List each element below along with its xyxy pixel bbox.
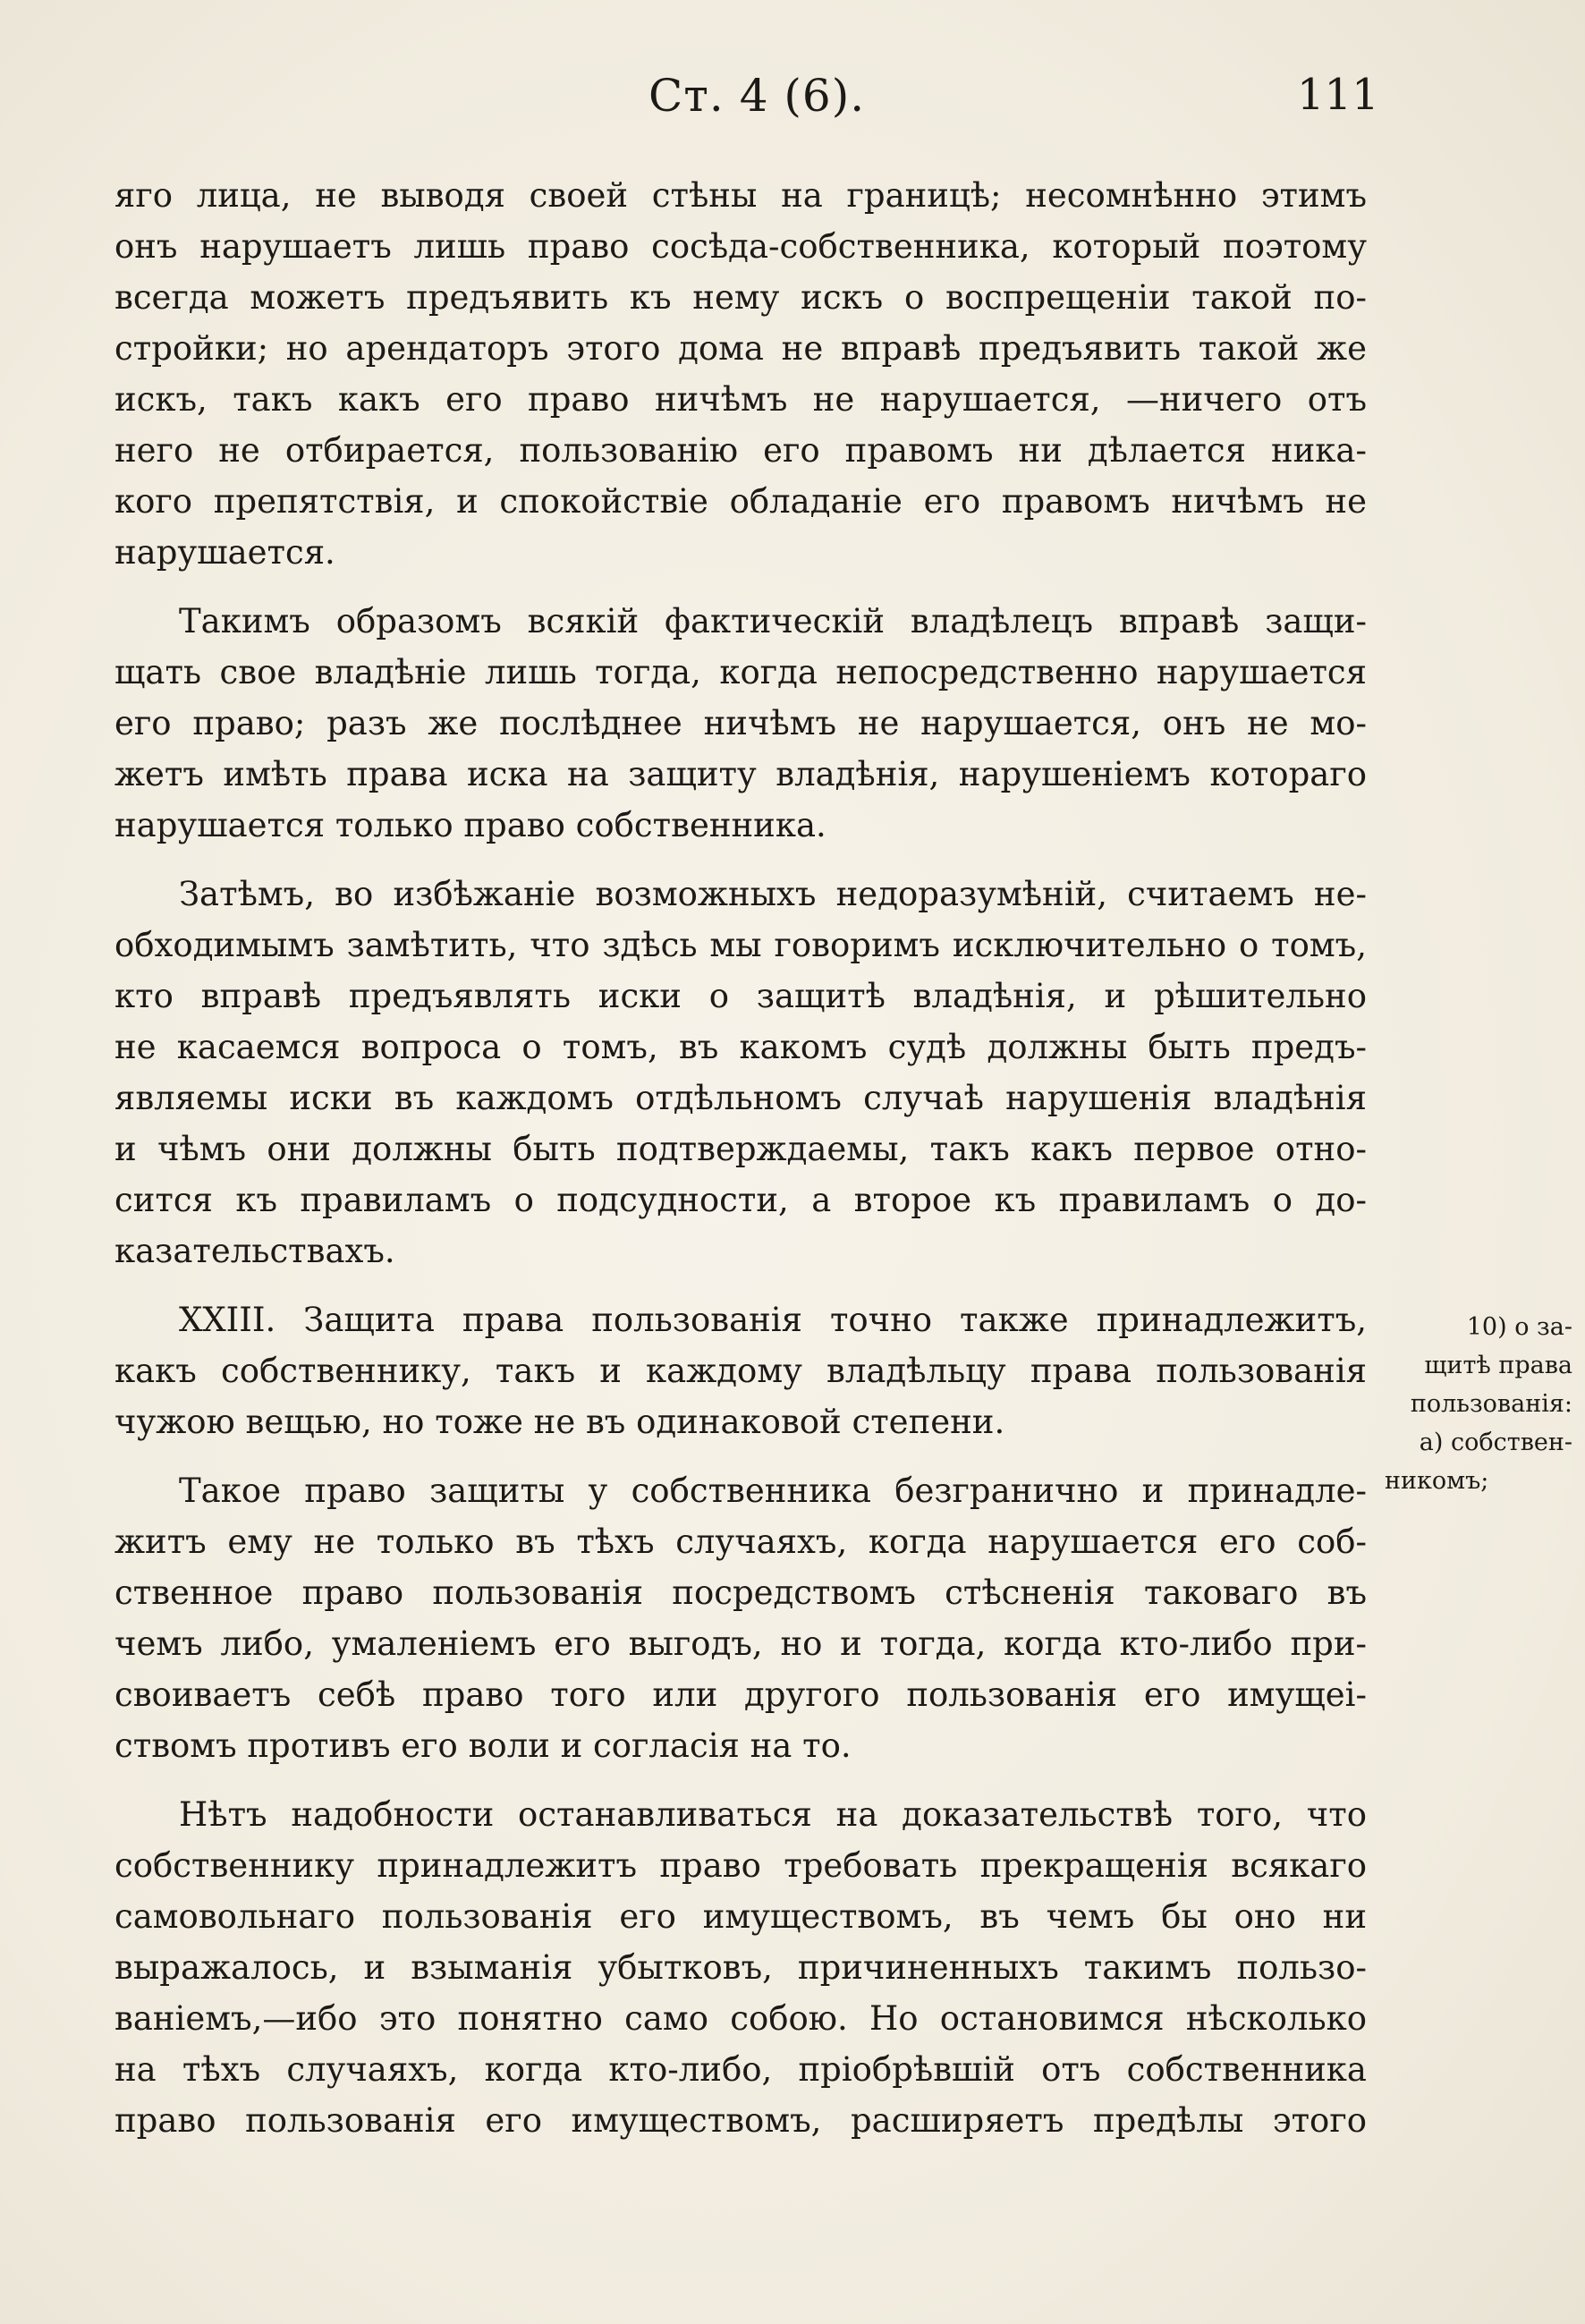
text-line: щать свое владѣніе лишь тогда, когда непосредственно нарушается — [114, 653, 1367, 691]
margin-note-line: а) собствен- — [1419, 1429, 1572, 1456]
page-number: 111 — [1297, 70, 1379, 120]
text-line: стройки; но арендаторъ этого дома не вправѣ предъявить такой же — [114, 329, 1367, 368]
text-line: нарушается только право собственника. — [114, 806, 826, 844]
paragraph — [114, 1465, 1367, 1771]
text-line: нарушается. — [114, 533, 335, 572]
text-line: на тѣхъ случаяхъ, когда кто-либо, пріобрѣвшій отъ собственника — [114, 2050, 1367, 2089]
text-line: ствомъ противъ его воли и согласія на то. — [114, 1726, 852, 1765]
text-line: и чѣмъ они должны быть подтверждаемы, такъ какъ первое отно- — [114, 1130, 1367, 1168]
text-line: кто вправѣ предъявлять иски о защитѣ владѣнія, и рѣшительно — [114, 977, 1367, 1015]
text-line: чужою вещью, но тоже не въ одинаковой степени. — [114, 1403, 1005, 1441]
text-line: право пользованія его имуществомъ, расширяетъ предѣлы этого — [114, 2101, 1367, 2140]
text-line: житъ ему не только въ тѣхъ случаяхъ, когда нарушается его соб- — [114, 1522, 1367, 1561]
text-line: являемы иски въ каждомъ отдѣльномъ случаѣ нарушенія владѣнія — [114, 1079, 1367, 1117]
text-line: ственное право пользованія посредствомъ стѣсненія таковаго въ — [114, 1573, 1367, 1612]
text-line: жетъ имѣть права иска на защиту владѣнія, нарушеніемъ котораго — [114, 755, 1367, 793]
running-head — [0, 70, 1585, 132]
margin-note-line: 10) о за- — [1466, 1313, 1572, 1341]
text-line: Такое право защиты у собственника безгранично и принадле- — [179, 1472, 1367, 1510]
text-line: искъ, такъ какъ его право ничѣмъ не нарушается, —ничего отъ — [114, 380, 1367, 419]
text-line: Такимъ образомъ всякій фактическій владѣлецъ вправѣ защи- — [179, 602, 1367, 640]
text-line: не касаемся вопроса о томъ, въ какомъ судѣ должны быть предъ- — [114, 1028, 1367, 1066]
text-line: чемъ либо, умаленіемъ его выгодъ, но и тогда, когда кто-либо при- — [114, 1624, 1367, 1663]
margin-note-line: никомъ; — [1385, 1467, 1489, 1495]
text-line: яго лица, не выводя своей стѣны на границѣ; несомнѣнно этимъ — [114, 176, 1367, 215]
text-line: кого препятствія, и спокойствіе обладаніе его правомъ ничѣмъ не — [114, 482, 1367, 521]
paragraph — [114, 869, 1367, 1277]
text-line: самовольнаго пользованія его имуществомъ, въ чемъ бы оно ни — [114, 1897, 1367, 1936]
text-line: всегда можетъ предъявить къ нему искъ о воспрещеніи такой по- — [114, 278, 1367, 317]
text-line: сится къ правиламъ о подсудности, а второе къ правиламъ о до- — [114, 1181, 1367, 1219]
text-line: ваніемъ,—ибо это понятно само собою. Но остановимся нѣсколько — [114, 1999, 1367, 2038]
main-text — [114, 170, 1367, 2146]
running-title: Ст. 4 (6). — [648, 70, 866, 122]
text-line: какъ собственнику, такъ и каждому владѣльцу права пользованія — [114, 1352, 1367, 1390]
paragraph — [114, 596, 1367, 851]
text-line: него не отбирается, пользованію его правомъ ни дѣлается ника- — [114, 431, 1367, 470]
paragraph-continuation — [114, 170, 1367, 578]
text-line: своиваетъ себѣ право того или другого пользованія его имущеі- — [114, 1675, 1367, 1714]
text-line: собственнику принадлежитъ право требовать прекращенія всякаго — [114, 1846, 1367, 1885]
margin-note-line: пользованія: — [1410, 1390, 1572, 1418]
text-line: выражалось, и взыманія убытковъ, причиненныхъ такимъ пользо- — [114, 1948, 1367, 1987]
text-line: Нѣтъ надобности останавливаться на доказательствѣ того, что — [179, 1795, 1367, 1834]
text-line: Затѣмъ, во избѣжаніе возможныхъ недоразумѣній, считаемъ не- — [179, 875, 1367, 913]
text-line: XXIII. Защита права пользованія точно также принадлежитъ, — [179, 1301, 1367, 1339]
margin-note-line: щитѣ права — [1424, 1352, 1572, 1379]
text-line: его право; разъ же послѣднее ничѣмъ не нарушается, онъ не мо- — [114, 704, 1367, 742]
section-paragraph — [114, 1294, 1367, 1447]
text-line: обходимымъ замѣтить, что здѣсь мы говоримъ исключительно о томъ, — [114, 926, 1367, 964]
text-line: онъ нарушаетъ лишь право сосѣда-собственника, который поэтому — [114, 227, 1367, 266]
margin-note — [1385, 1308, 1572, 1500]
paragraph — [114, 1789, 1367, 2146]
text-line: казательствахъ. — [114, 1232, 395, 1270]
